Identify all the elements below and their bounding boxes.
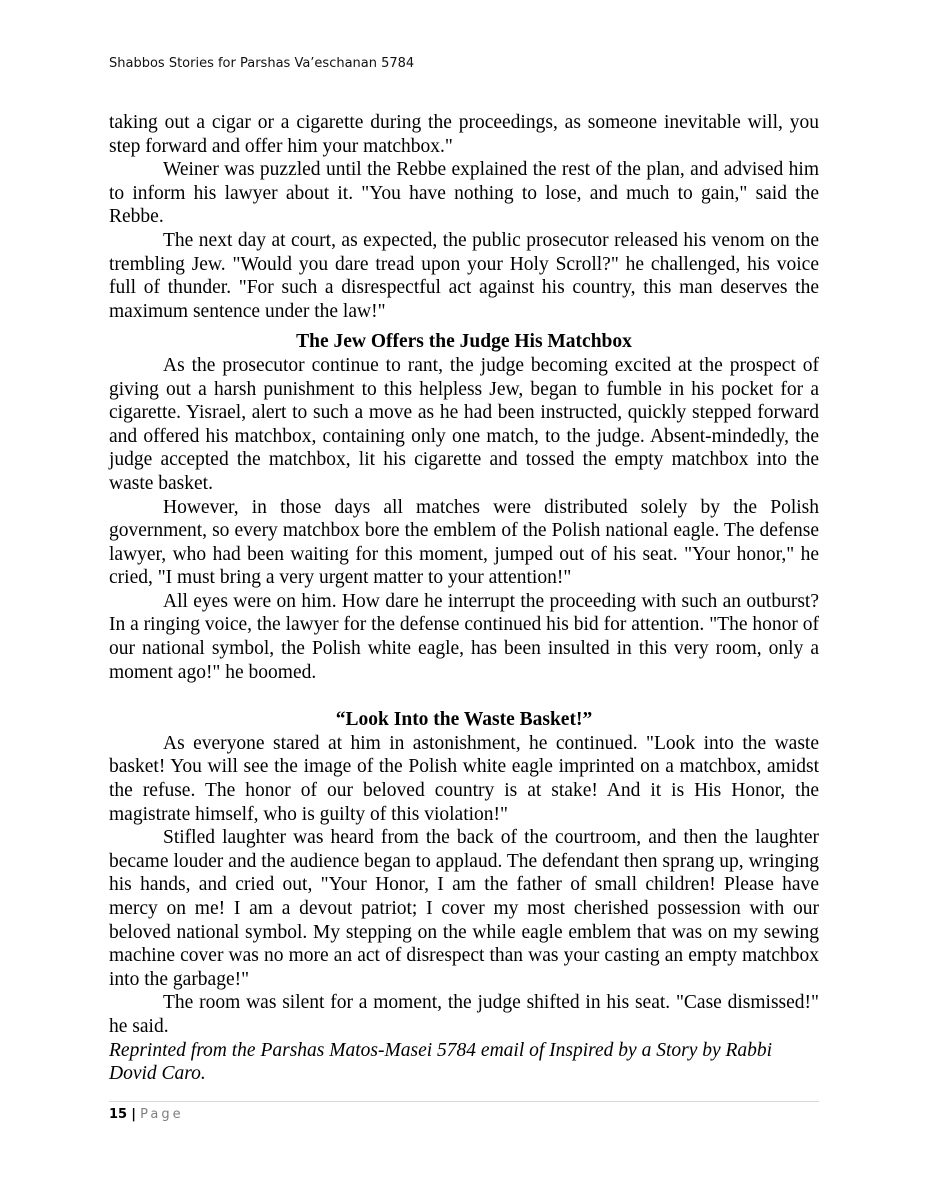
- paragraph: However, in those days all matches were distributed solely by the Polish government, so every matchbox bore the emblem of the Polish national eagle. The defense lawyer, who had been waiting for this moment, jumped out of his seat. "Your honor," he cried, "I must bring a very urgent matter to your attention!": [109, 496, 819, 589]
- section-heading: “Look Into the Waste Basket!”: [335, 709, 593, 731]
- paragraph: All eyes were on him. How dare he interrupt the proceeding with such an outburst? In a ringing voice, the lawyer for the defense continued his bid for attention. "The honor of our national symbol, the Polish white eagle, has been insulted in this very room, only a moment ago!" he boomed.: [109, 590, 819, 683]
- paragraph: Weiner was puzzled until the Rebbe explained the rest of the plan, and advised him to inform his lawyer about it. "You have nothing to lose, and much to gain," said the Rebbe.: [109, 159, 819, 228]
- source-credit: Reprinted from the Parshas Matos-Masei 5784 email of Inspired by a Story by Rabbi Dovid Caro.: [109, 1039, 773, 1085]
- paragraph: Stifled laughter was heard from the back of the courtroom, and then the laughter became louder and the audience began to applaud. The defendant then sprang up, wringing his hands, and cried out, "Your Honor, I am the father of small children! Please have mercy on me! I am a devout patriot; I cover my most cherished possession with our beloved national symbol. My stepping on the while eagle emblem that was on my sewing machine cover was no more an act of disrespect than was your casting an empty matchbox into the garbage!": [109, 827, 819, 990]
- paragraph: As everyone stared at him in astonishment, he continued. "Look into the waste basket! You will see the image of the Polish white eagle imprinted on a matchbox, amidst the refuse. The honor of our beloved country is at stake! And it is His Honor, the magistrate himself, who is guilty of this violation!": [109, 732, 819, 825]
- paragraph: As the prosecutor continue to rant, the judge becoming excited at the prospect of giving out a harsh punishment to this helpless Jew, began to fumble in his pocket for a cigarette. Yisrael, alert to such a move as he had been instructed, quickly stepped forward and offered his matchbox, containing only one match, to the judge. Absent-mindedly, the judge accepted the matchbox, lit his cigarette and tossed the empty matchbox into the waste basket.: [109, 354, 819, 494]
- running-header: Shabbos Stories for Parshas Va’eschanan 5784: [109, 56, 415, 71]
- paragraph: taking out a cigar or a cigarette during the proceedings, as someone inevitable will, you step forward and offer him your matchbox.": [109, 112, 819, 157]
- page-label: Page: [140, 1107, 184, 1122]
- paragraph: The room was silent for a moment, the judge shifted in his seat. "Case dismissed!" he said.: [109, 992, 819, 1037]
- footer-separator: |: [131, 1107, 136, 1122]
- paragraph: The next day at court, as expected, the public prosecutor released his venom on the trembling Jew. "Would you dare tread upon your Holy Scroll?" he challenged, his voice full of thunder. "For such a disrespectful act against his country, this man deserves the maximum sentence under the law!": [109, 229, 819, 322]
- page-footer: [109, 1101, 819, 1122]
- section-heading: The Jew Offers the Judge His Matchbox: [296, 331, 632, 353]
- page-number: 15: [109, 1107, 128, 1122]
- article-body: [109, 111, 819, 1086]
